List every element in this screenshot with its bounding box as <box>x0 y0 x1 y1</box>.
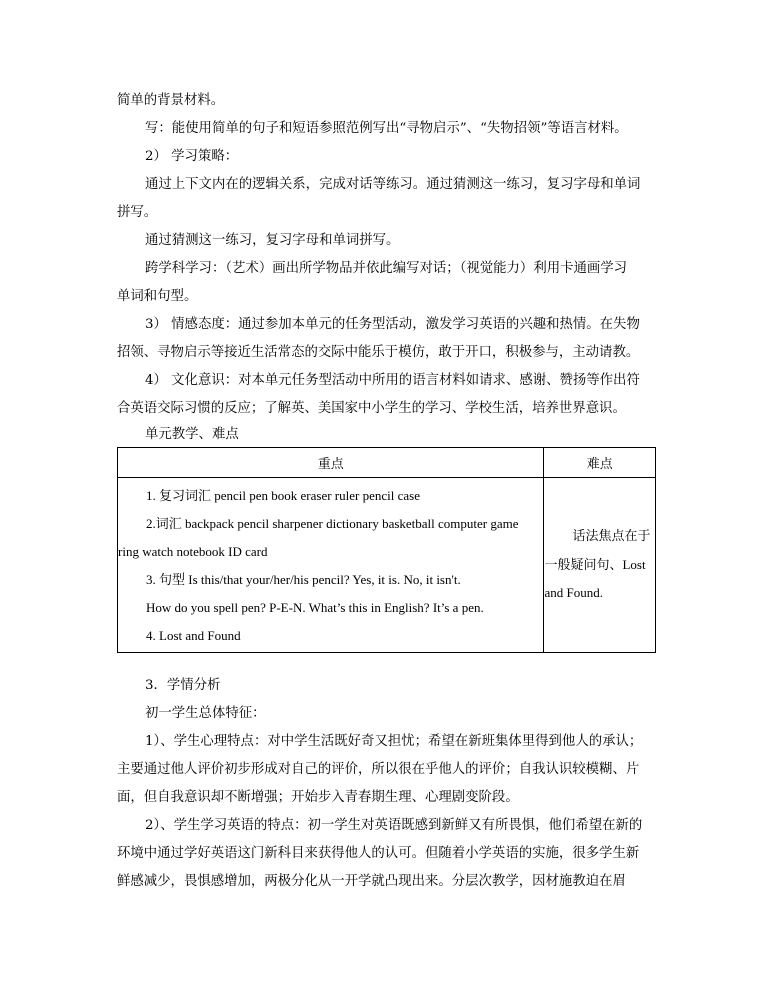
header-difficulties: 难点 <box>544 448 656 478</box>
paragraph-line: 2）、学生学习英语的特点：初一学生对英语既感到新鲜又有所畏惧，他们希望在新的 <box>145 818 643 833</box>
paragraph-line: 通过猜测这一练习，复习字母和单词拼写。 <box>145 233 400 248</box>
difficulty-line: 一般疑问句、Lost <box>544 557 646 572</box>
key-points-cell <box>118 478 544 653</box>
key-point-line: How do you spell pen? P-E-N. What’s this in English? It’s a pen. <box>146 600 484 615</box>
key-point-line: 3. 句型 Is this/that your/her/his pencil? Yes, it is. No, it isn't. <box>146 572 461 587</box>
paragraph-line: 简单的背景材料。 <box>117 93 225 108</box>
paragraph-line: 跨学科学习：（艺术）画出所学物品并依此编写对话；（视觉能力）利用卡通画学习 <box>145 261 628 276</box>
paragraph-line: 通过上下文内在的逻辑关系，完成对话等练习。通过猜测这一练习，复习字母和单词 <box>145 177 641 192</box>
key-point-line: 1. 复习词汇 pencil pen book eraser ruler pencil case <box>146 488 420 503</box>
header-key-points: 重点 <box>118 448 544 478</box>
paragraph-line: 初一学生总体特征： <box>145 706 266 721</box>
difficulties-cell <box>544 478 656 653</box>
paragraph-line: 单词和句型。 <box>117 289 198 304</box>
paragraph-line: 面，但自我意识却不断增强；开始步入青春期生理、心理剧变阶段。 <box>117 790 519 805</box>
difficulty-line: and Found. <box>544 585 603 600</box>
paragraph-line: 4） 文化意识：对本单元任务型活动中所用的语言材料如请求、感谢、赞扬等作出符 <box>145 373 640 388</box>
table-header-row <box>118 448 656 478</box>
paragraph-line: 鲜感减少，畏惧感增加，两极分化从一开学就凸现出来。分层次教学，因材施教迫在眉 <box>117 874 626 889</box>
section-heading: 3．学情分析 <box>145 678 221 693</box>
paragraph-line: 3） 情感态度：通过参加本单元的任务型活动，激发学习英语的兴趣和热情。在失物 <box>145 317 640 332</box>
difficulty-line: 话法焦点在于 <box>572 529 651 544</box>
paragraph-line: 合英语交际习惯的反应；了解英、美国家中小学生的学习、学校生活，培养世界意识。 <box>117 401 626 416</box>
paragraph-line: 拼写。 <box>117 205 158 220</box>
paragraph-line: 写：能使用简单的句子和短语参照范例写出“寻物启示”、“失物招领”等语言材料。 <box>145 121 628 136</box>
key-point-line: ring watch notebook ID card <box>118 544 268 559</box>
paragraph-line: 主要通过他人评价初步形成对自己的评价，所以很在乎他人的评价；自我认识较模糊、片 <box>117 762 640 777</box>
key-points-table <box>117 447 656 653</box>
paragraph-line: 招领、寻物启示等接近生活常态的交际中能乐于模仿，敢于开口，积极参与，主动请教。 <box>117 345 640 360</box>
paragraph-line: 1）、学生心理特点：对中学生活既好奇又担忧；希望在新班集体里得到他人的承认； <box>145 734 643 749</box>
key-point-line: 4. Lost and Found <box>146 628 241 643</box>
paragraph-line: 环境中通过学好英语这门新科目来获得他人的认可。但随着小学英语的实施，很多学生新 <box>117 846 640 861</box>
key-point-line: 2.词汇 backpack pencil sharpener dictionary basketball computer game <box>146 516 519 531</box>
table-row <box>118 478 656 653</box>
section-heading: 2） 学习策略： <box>145 149 239 164</box>
table-caption: 单元教学、难点 <box>145 427 239 442</box>
